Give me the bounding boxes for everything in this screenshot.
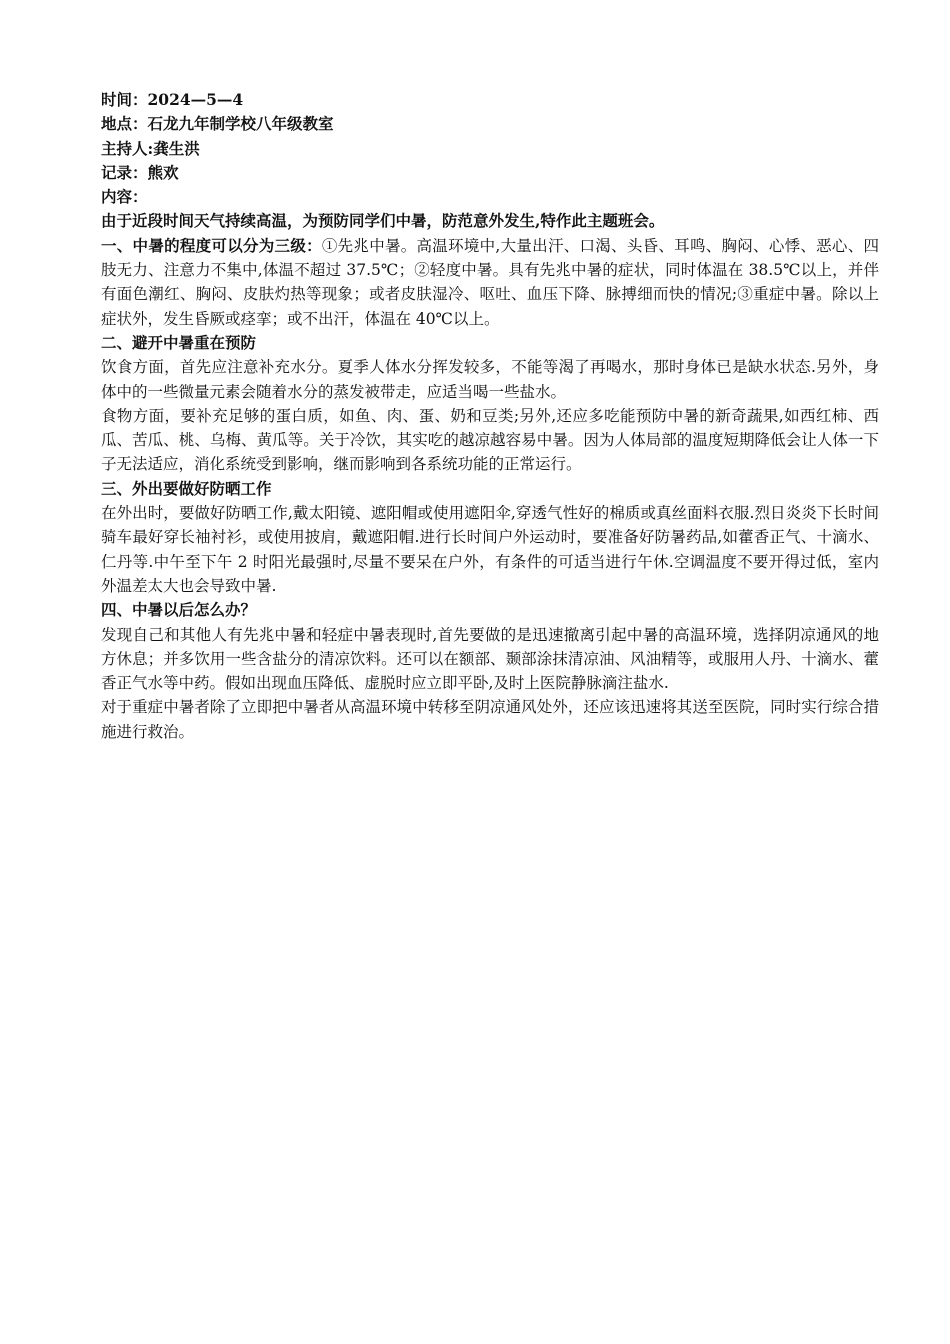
section-1-paragraph (101, 234, 879, 331)
meeting-recorder: 记录：熊欢 (101, 162, 179, 182)
section-2-heading: 二、避开中暑重在预防 (101, 332, 257, 352)
document-page (101, 88, 879, 744)
meeting-host: 主持人:龚生洪 (101, 138, 200, 158)
meeting-time: 时间：2024—5—4 (101, 90, 244, 109)
content-label: 内容： (101, 187, 148, 207)
section-4-paragraph: 发现自己和其他人有先兆中暑和轻症中暑表现时,首先要做的是迅速撤离引起中暑的高温环境，选择阴凉通风的地方休息；并多饮用一些含盐分的清凉饮料。还可以在额部、颞部涂抹清凉油、风油精等，或服用人丹、十滴水、藿香正气水等中药。假如出现血压降低、虚脱时应立即平卧,及时上医院静脉滴注盐水. (101, 625, 879, 693)
section-1-heading: 一、中暑的程度可以分为三级： (101, 235, 322, 255)
meeting-place: 地点：石龙九年制学校八年级教室 (101, 114, 334, 134)
section-4-paragraph: 对于重症中暑者除了立即把中暑者从高温环境中转移至阴凉通风处外，还应该迅速将其送至医院，同时实行综合措施进行救治。 (101, 698, 879, 741)
intro-paragraph: 由于近段时间天气持续高温，为预防同学们中暑，防范意外发生,特作此主题班会。 (101, 211, 665, 231)
section-2-paragraph: 食物方面，要补充足够的蛋白质，如鱼、肉、蛋、奶和豆类;另外,还应多吃能预防中暑的新奇蔬果,如西红柿、西瓜、苦瓜、桃、乌梅、黄瓜等。关于冷饮，其实吃的越凉越容易中暑。因为人体局部的温度短期降低会让人体一下子无法适应，消化系统受到影响，继而影响到各系统功能的正常运行。 (101, 406, 879, 474)
section-2-paragraph: 饮食方面，首先应注意补充水分。夏季人体水分挥发较多，不能等渴了再喝水，那时身体已是缺水状态.另外，身体中的一些微量元素会随着水分的蒸发被带走，应适当喝一些盐水。 (101, 358, 879, 401)
section-1-body: ①先兆中暑。高温环境中,大量出汗、口渴、头昏、耳鸣、胸闷、心悸、恶心、四肢无力、注意力不集中,体温不超过 37.5℃；②轻度中暑。具有先兆中暑的症状，同时体温在 38.5℃以上，并伴有面色潮红、胸闷、皮肤灼热等现象；或者皮肤湿冷、呕吐、血压下降、脉搏细而快的情况;③重症中暑。除以上症状外，发生昏厥或痉挛；或不出汗，体温在 40℃以上。 (101, 236, 879, 328)
section-3-heading: 三、外出要做好防晒工作 (101, 478, 272, 498)
section-3-paragraph: 在外出时，要做好防晒工作,戴太阳镜、遮阳帽或使用遮阳伞,穿透气性好的棉质或真丝面料衣服.烈日炎炎下长时间骑车最好穿长袖衬衫，或使用披肩，戴遮阳帽.进行长时间户外运动时，要准备好防暑药品,如藿香正气、十滴水、仁丹等.中午至下午 2 时阳光最强时,尽量不要呆在户外，有条件的可适当进行午休.空调温度不要开得过低，室内外温差太大也会导致中暑. (101, 504, 879, 595)
section-4-heading: 四、中暑以后怎么办？ (101, 600, 257, 620)
